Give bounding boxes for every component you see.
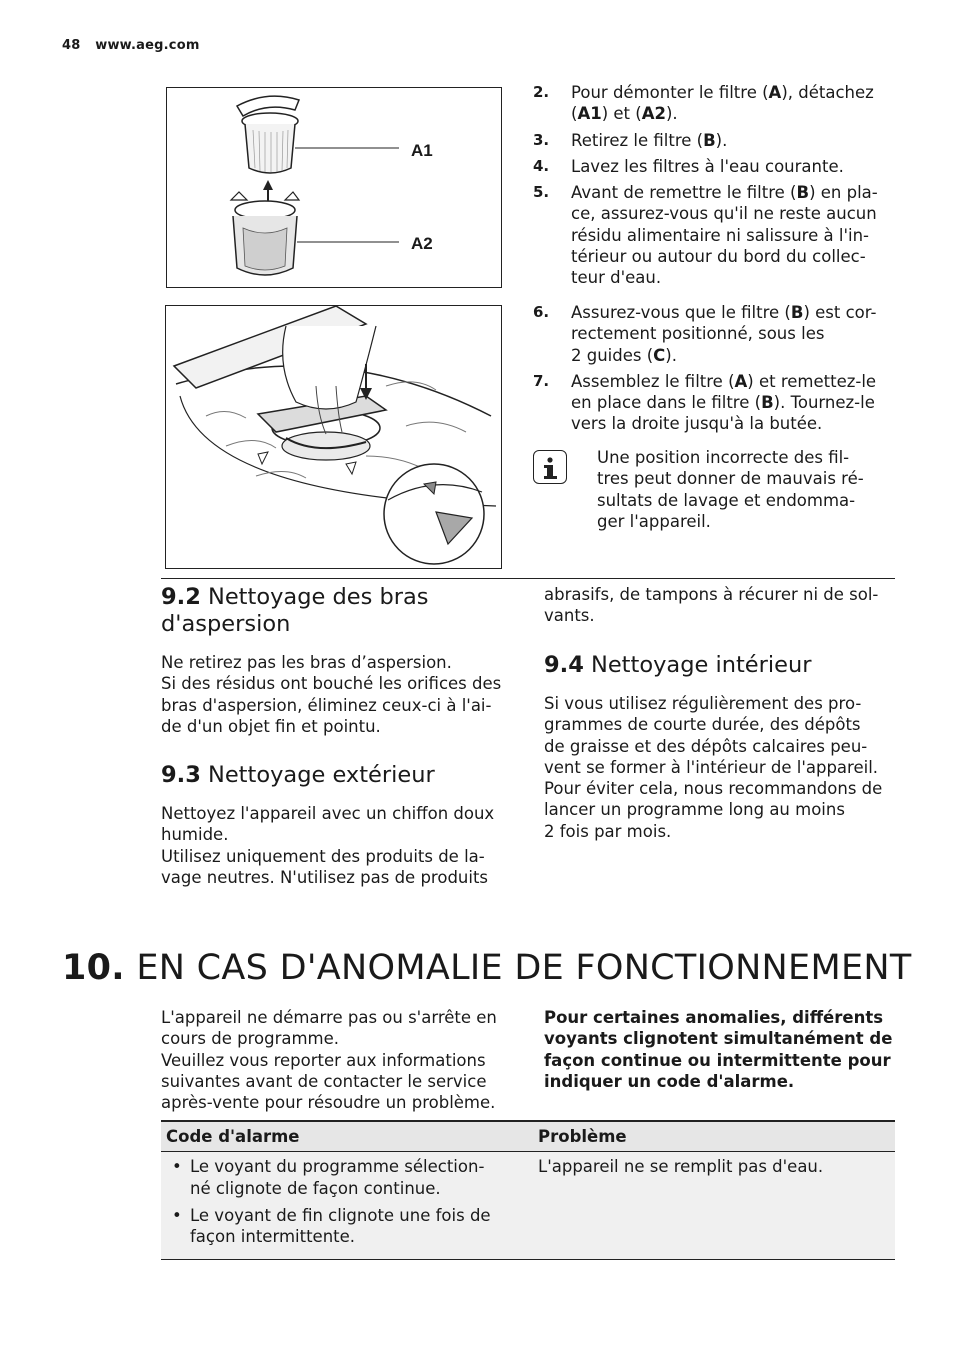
step-text: Retirez le filtre (B). [571, 130, 728, 150]
step-item [533, 82, 893, 125]
page-header [62, 38, 210, 53]
heading-9-2 [161, 584, 521, 638]
steps-list-top [533, 82, 893, 294]
step-number: 5. [533, 183, 550, 202]
section-9-3-body: Nettoyez l'appareil avec un chiffon doux humide. Utilisez uniquement des produits de la- vage neutres. N'utilisez pas de produits [161, 804, 495, 887]
table-header-row [161, 1121, 895, 1152]
header-problem: Problème [533, 1121, 895, 1152]
step-text: Pour démonter le filtre (A), détachez (A1) et (A2). [571, 83, 874, 124]
section-10-intro: L'appareil ne démarre pas ou s'arrête en cours de programme. Veuillez vous reporter aux informations suivantes avant de contacter le service après-vente pour résoudre un problème. [161, 1008, 497, 1113]
filter-illustration [167, 88, 501, 287]
alarm-table [161, 1120, 895, 1260]
step-item [533, 182, 893, 288]
label-a2: A2 [411, 234, 433, 253]
code-item: • Le voyant du programme sélection- né clignote de façon continue. [166, 1156, 528, 1199]
step-item [533, 302, 893, 366]
heading-9-4 [544, 652, 896, 679]
figure-filter-assembly [165, 305, 502, 569]
step-number: 3. [533, 130, 550, 149]
assembly-illustration [166, 306, 501, 568]
step-item [533, 156, 893, 177]
step-item [533, 371, 893, 435]
page-number: 48 [62, 38, 81, 53]
table-row [161, 1152, 895, 1260]
step-text: Assurez-vous que le filtre (B) est cor- rectement positionné, sous les 2 guides (C). [571, 303, 877, 365]
step-text: Assemblez le filtre (A) et remettez-le en place dans le filtre (B). Tournez-le vers la droite jusqu'à la butée. [571, 371, 877, 434]
heading-10-title: EN CAS D'ANOMALIE DE FONCTIONNEMENT [124, 948, 912, 988]
step-number: 7. [533, 371, 550, 390]
step-number: 4. [533, 156, 550, 175]
code-item: • Le voyant de fin clignote une fois de façon intermittente. [166, 1205, 528, 1248]
steps-list-bottom [533, 302, 893, 440]
step-item [533, 130, 893, 151]
cell-problem: L'appareil ne se remplit pas d'eau. [533, 1152, 895, 1260]
code-list [166, 1156, 528, 1247]
step-number: 2. [533, 83, 550, 101]
section-9-3-continued: abrasifs, de tampons à récurer ni de sol- vants. [544, 585, 879, 626]
section-9-4-body: Si vous utilisez régulièrement des pro- grammes de courte durée, des dépôts de graisse et des dépôts calcaires peu- vent se former à l'intérieur de l'appareil. Pour éviter cela, nous recommandons de lancer un programme long au moins 2 fois par mois. [544, 694, 883, 841]
heading-9-4-title: Nettoyage intérieur [583, 652, 812, 678]
step-text: Avant de remettre le filtre (B) en pla- ce, assurez-vous qu'il ne reste aucun résidu alimentaire ni salissure à l'in- térieur ou autour du bord du collec- teur d'eau. [571, 183, 878, 288]
info-note-text: Une position incorrecte des fil- tres peut donner de mauvais ré- sultats de lavage et endomma- ger l'appareil. [597, 448, 864, 531]
heading-9-2-num: 9.2 [161, 584, 201, 610]
heading-9-3-title: Nettoyage extérieur [200, 762, 435, 788]
section-9-2-body: Ne retirez pas les bras d’aspersion. Si des résidus ont bouché les orifices des bras d'aspersion, éliminez ceux-ci à l'ai- de d'un objet fin et pointu. [161, 653, 502, 736]
cell-codes [161, 1152, 533, 1260]
info-icon [533, 450, 567, 484]
heading-9-2-title: Nettoyage des bras d'aspersion [161, 584, 429, 637]
section-10-alarm-note: Pour certaines anomalies, différents voyants clignotent simultanément de façon continue ou intermittente pour indiquer un code d'alarme. [544, 1008, 893, 1091]
step-number: 6. [533, 303, 550, 321]
heading-9-3-num: 9.3 [161, 762, 201, 788]
website: www.aeg.com [95, 38, 200, 53]
heading-9-4-num: 9.4 [544, 652, 584, 678]
heading-9-3 [161, 762, 521, 789]
figure-filter-parts [166, 87, 502, 288]
section-divider [161, 578, 895, 579]
alarm-table-wrapper [161, 1120, 895, 1260]
step-text: Lavez les filtres à l'eau courante. [571, 156, 844, 176]
label-a1: A1 [411, 141, 433, 160]
header-code: Code d'alarme [161, 1121, 533, 1152]
heading-10 [62, 948, 922, 988]
heading-10-num: 10. [62, 948, 125, 988]
